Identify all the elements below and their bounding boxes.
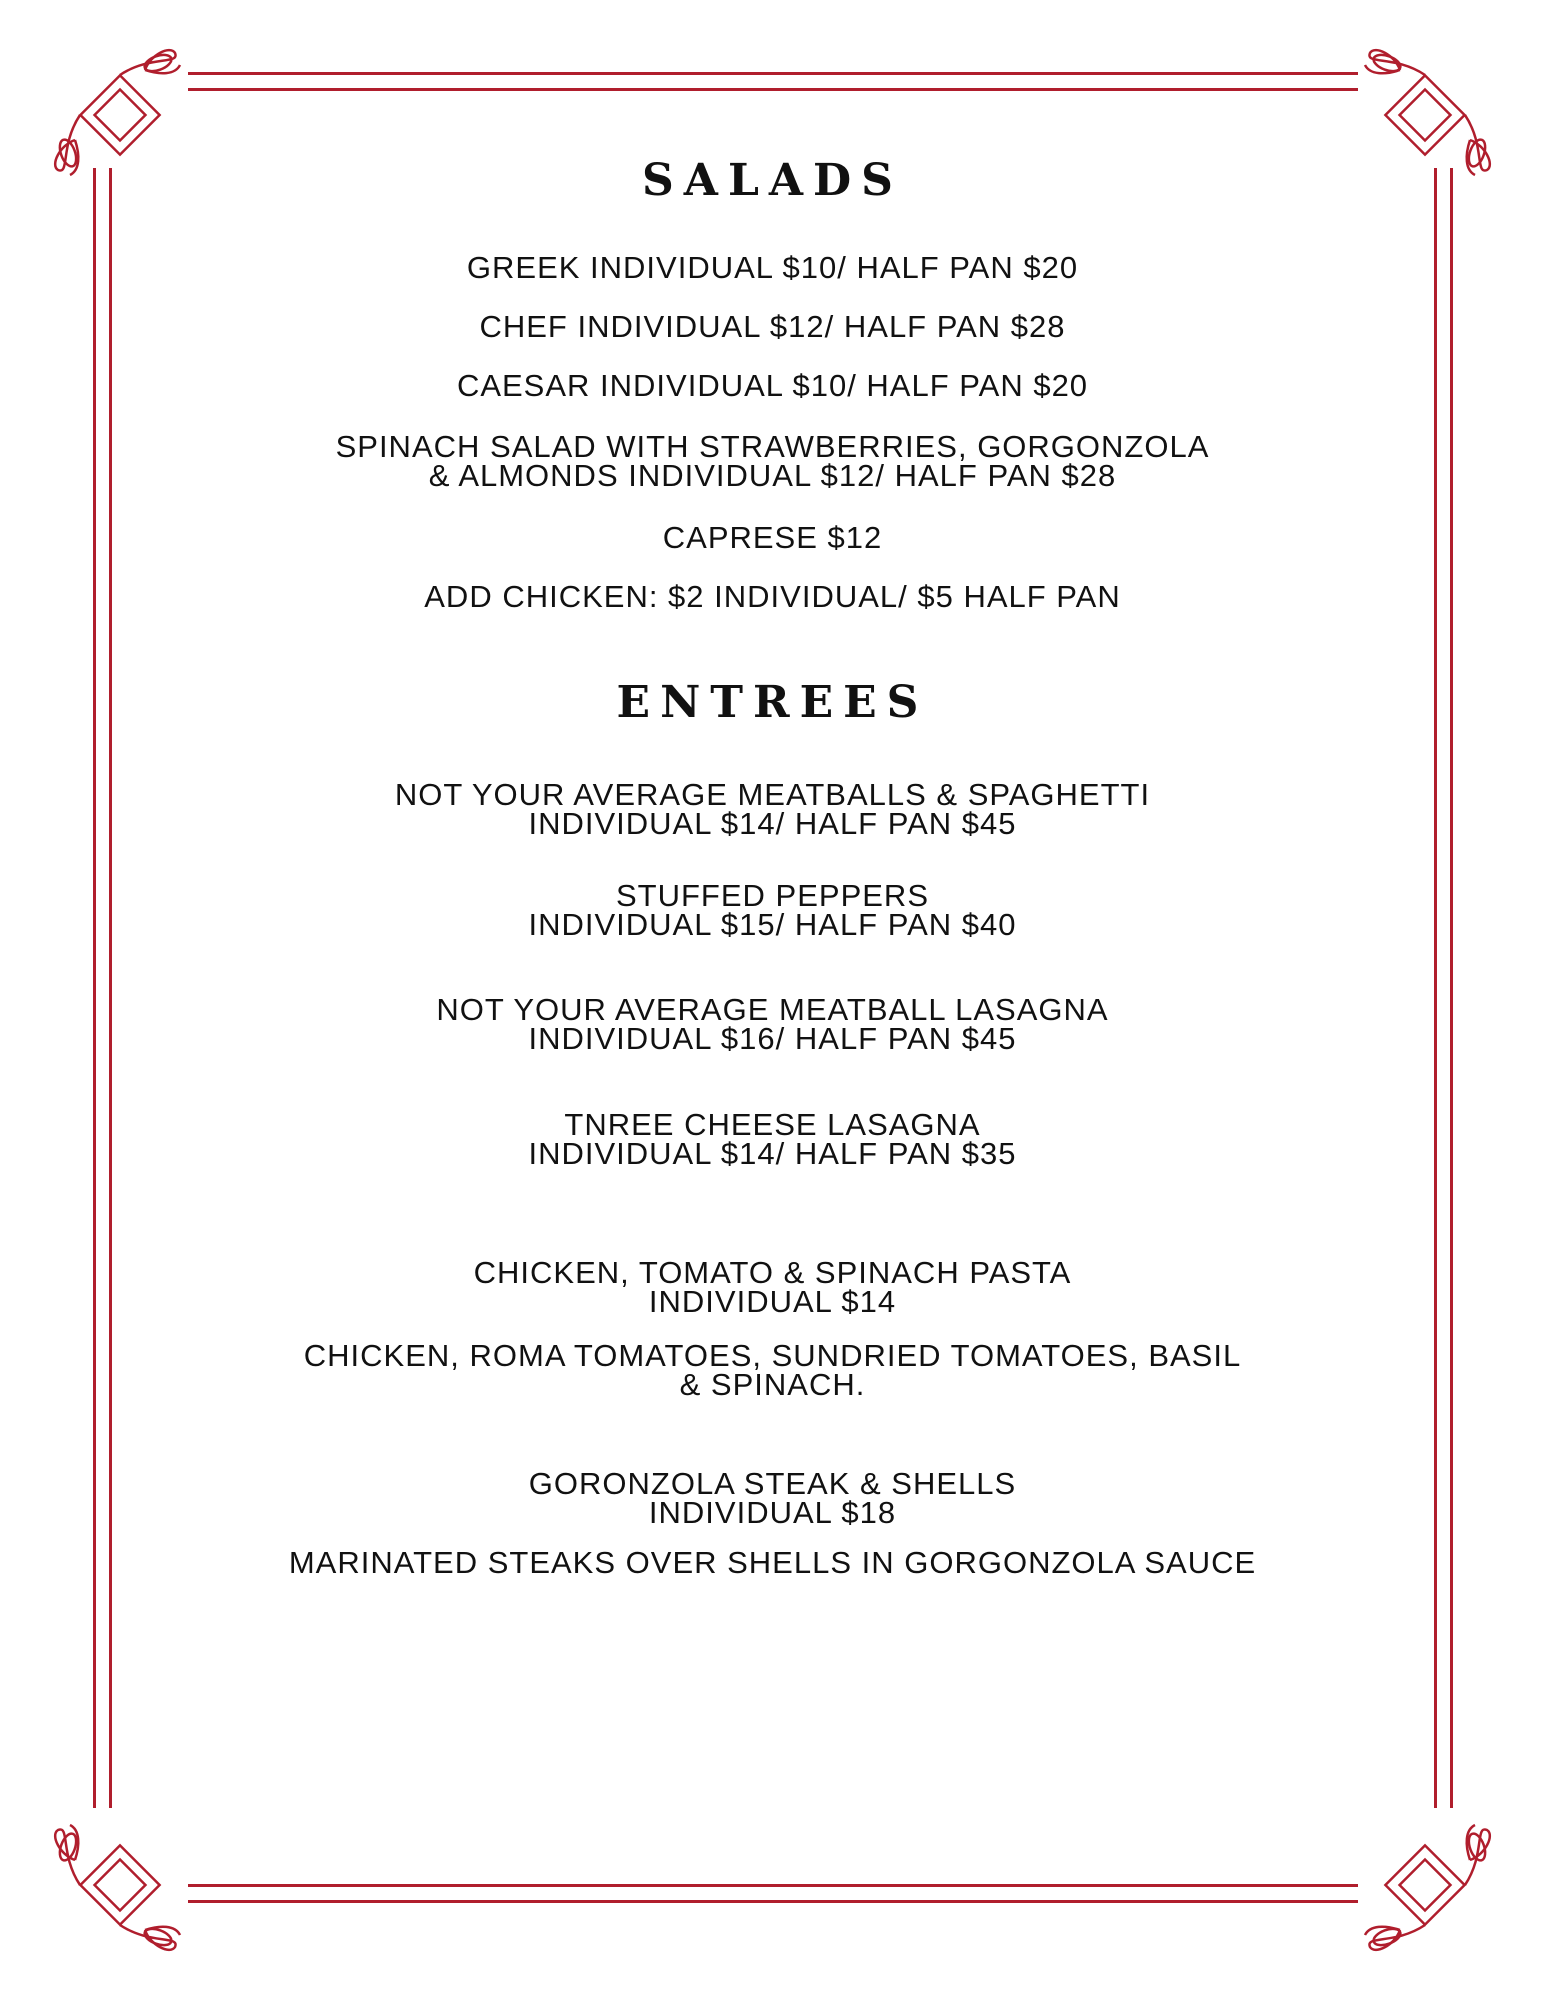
menu-item-chicken-pasta	[0, 1255, 1545, 1319]
menu-item-chicken-pasta-description	[0, 1338, 1545, 1402]
menu-item-line: SPINACH SALAD WITH STRAWBERRIES, GORGONZOLA	[335, 429, 1210, 464]
menu-item-line: INDIVIDUAL $15/ HALF PAN $40	[528, 907, 1017, 942]
menu-item-line: & ALMONDS INDIVIDUAL $12/ HALF PAN $28	[428, 458, 1117, 493]
menu-item-line: INDIVIDUAL $14/ HALF PAN $45	[528, 806, 1017, 841]
entrees-heading: ENTREES	[616, 677, 929, 728]
menu-item-line: MARINATED STEAKS OVER SHELLS IN GORGONZOLA SAUCE	[288, 1545, 1257, 1580]
menu-item-caprese	[0, 520, 1545, 555]
menu-item-line: CAESAR INDIVIDUAL $10/ HALF PAN $20	[456, 368, 1089, 403]
menu-item-greek	[0, 250, 1545, 285]
salads-heading: SALADS	[642, 155, 903, 206]
menu-item-line: INDIVIDUAL $18	[648, 1495, 897, 1530]
menu-item-line: GORONZOLA STEAK & SHELLS	[528, 1466, 1017, 1501]
menu-item-line: INDIVIDUAL $14	[648, 1284, 897, 1319]
menu-item-spinach-salad	[0, 429, 1545, 493]
menu-item-line: NOT YOUR AVERAGE MEATBALL LASAGNA	[436, 992, 1109, 1027]
menu-item-line: INDIVIDUAL $14/ HALF PAN $35	[528, 1136, 1017, 1171]
menu-item-meatball-lasagna	[0, 992, 1545, 1056]
menu-item-three-cheese-lasagna	[0, 1107, 1545, 1171]
menu-item-line: CAPRESE $12	[662, 520, 883, 555]
menu-item-caesar	[0, 368, 1545, 403]
menu-item-line: CHICKEN, ROMA TOMATOES, SUNDRIED TOMATOES, BASIL	[303, 1338, 1242, 1373]
menu-item-line: STUFFED PEPPERS	[616, 878, 929, 913]
menu-item-line: TNREE CHEESE LASAGNA	[564, 1107, 981, 1142]
menu-item-line: CHICKEN, TOMATO & SPINACH PASTA	[473, 1255, 1072, 1290]
menu-item-line: INDIVIDUAL $16/ HALF PAN $45	[528, 1021, 1017, 1056]
menu-item-meatballs-spaghetti	[0, 777, 1545, 841]
menu-item-steak-shells	[0, 1466, 1545, 1530]
menu-item-line: NOT YOUR AVERAGE MEATBALLS & SPAGHETTI	[394, 777, 1151, 812]
menu-item-chef	[0, 309, 1545, 344]
menu-item-line: CHEF INDIVIDUAL $12/ HALF PAN $28	[479, 309, 1066, 344]
menu-item-add-chicken	[0, 579, 1545, 614]
menu-item-stuffed-peppers	[0, 878, 1545, 942]
menu-item-line: ADD CHICKEN: $2 INDIVIDUAL/ $5 HALF PAN	[424, 579, 1121, 614]
menu-item-line: & SPINACH.	[679, 1367, 866, 1402]
menu-item-steak-shells-description	[0, 1545, 1545, 1580]
menu-item-line: GREEK INDIVIDUAL $10/ HALF PAN $20	[466, 250, 1079, 285]
